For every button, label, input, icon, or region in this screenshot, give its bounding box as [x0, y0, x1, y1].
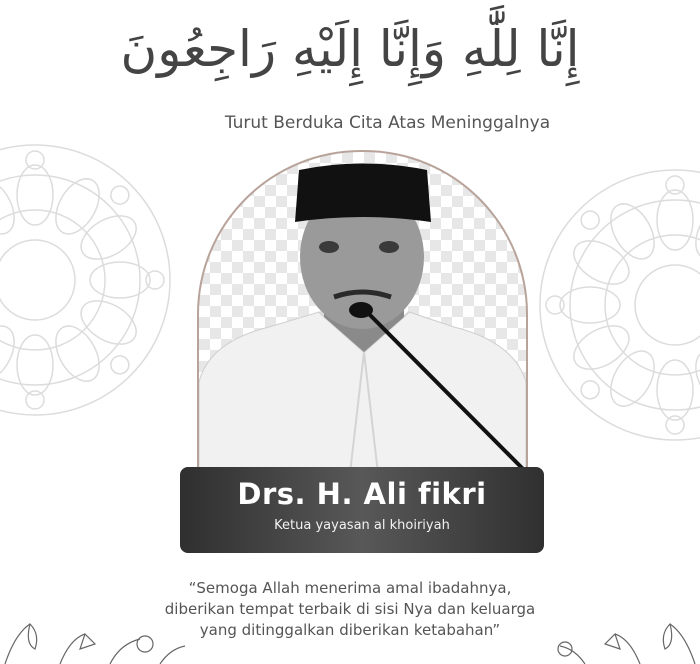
- mandala-ornament-left: [0, 115, 180, 445]
- mandala-ornament-right: [530, 140, 700, 470]
- arabic-calligraphy: إِنَّا لِلَّٰهِ وَإِنَّا إِلَيْهِ رَاجِعُونَ: [120, 20, 580, 78]
- floral-ornament-right: [540, 604, 700, 664]
- portrait-frame: [197, 150, 528, 482]
- prayer-line-2: diberikan tempat terbaik di sisi Nya dan keluarga: [164, 600, 536, 618]
- prayer-line-3: yang ditinggalkan diberikan ketabahan”: [199, 621, 501, 639]
- deceased-name: Drs. H. Ali fikri: [237, 477, 487, 511]
- prayer-line-1: “Semoga Allah menerima amal ibadahnya,: [188, 579, 512, 597]
- floral-ornament-left: [0, 604, 200, 664]
- portrait-photo: [199, 152, 526, 482]
- deceased-role: Ketua yayasan al khoiriyah: [274, 518, 450, 533]
- condolence-subtitle: Turut Berduka Cita Atas Meninggalnya: [224, 113, 551, 133]
- nameplate: [180, 467, 544, 553]
